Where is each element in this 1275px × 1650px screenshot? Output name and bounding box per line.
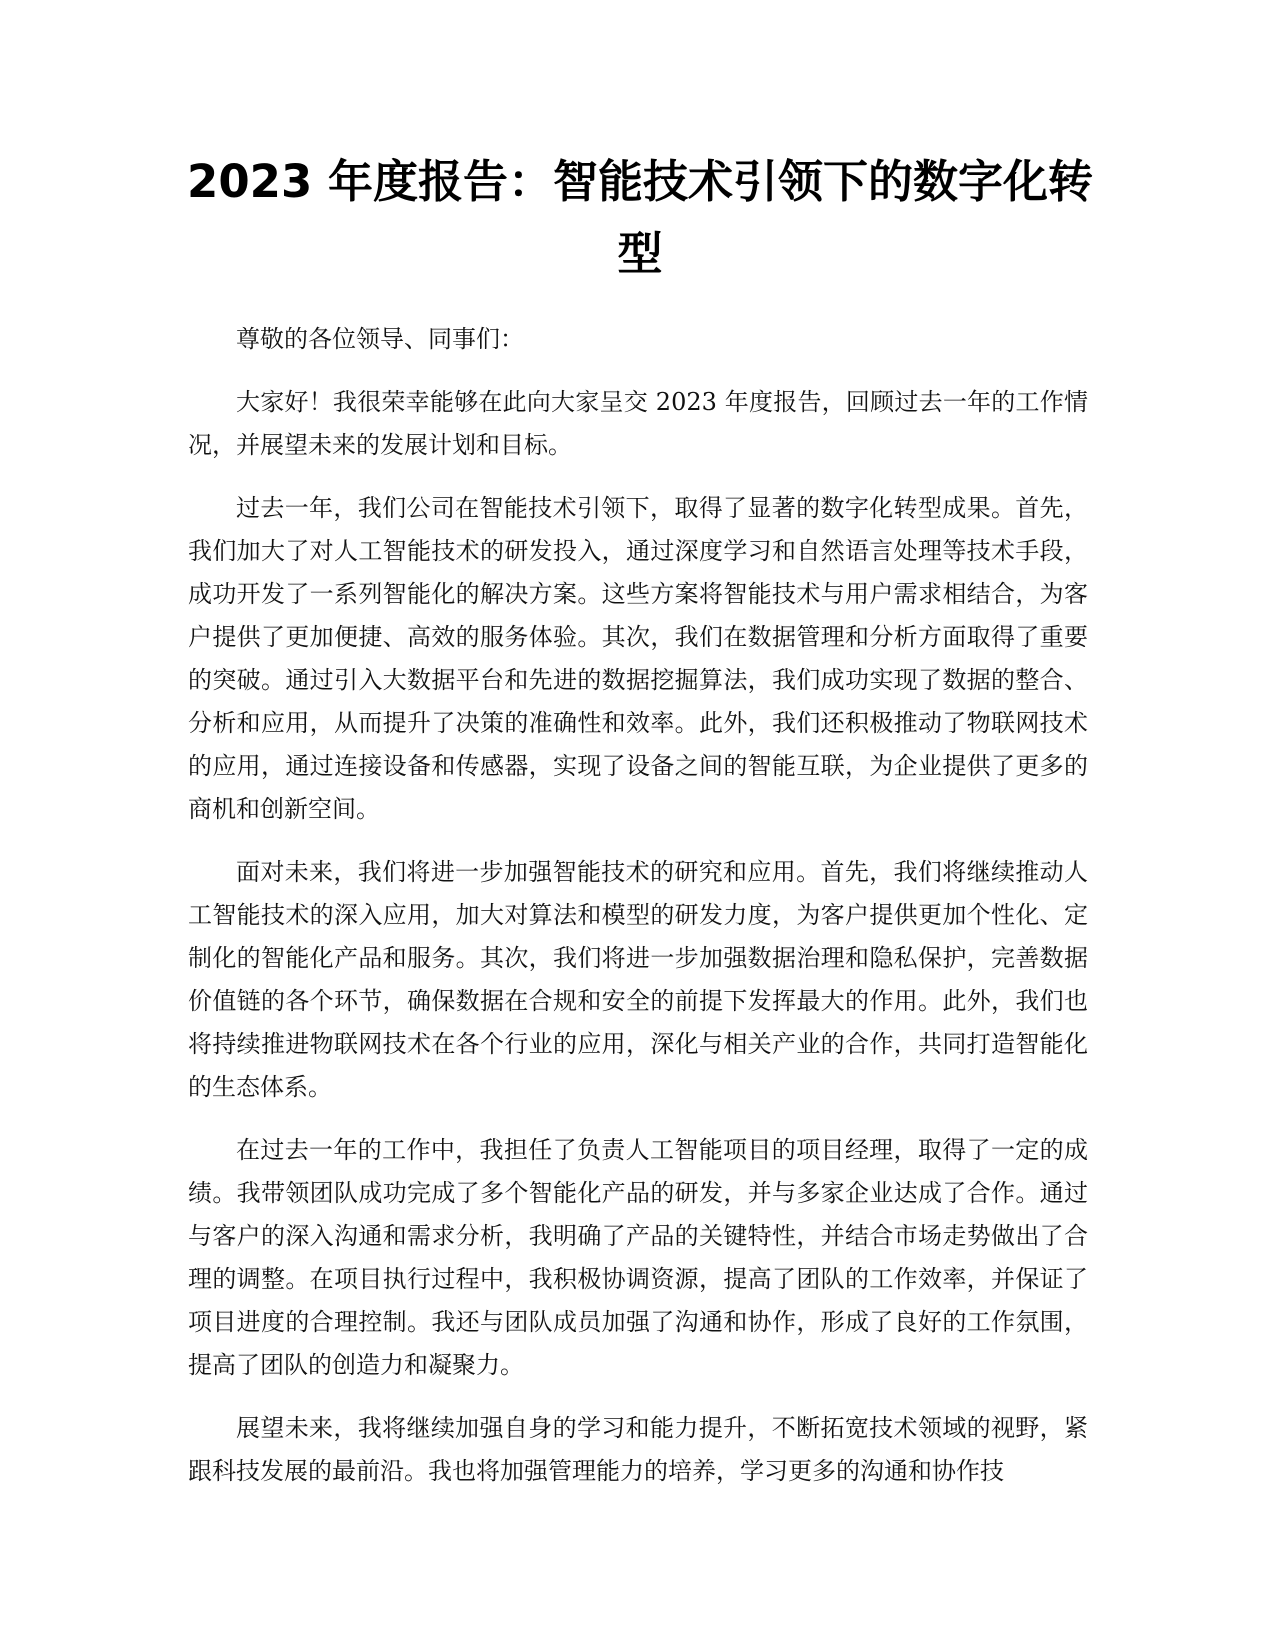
document-body bbox=[188, 318, 1088, 1513]
past-year-paragraph: 过去一年，我们公司在智能技术引领下，取得了显著的数字化转型成果。首先，我们加大了对人工智能技术的研发投入，通过深度学习和自然语言处理等技术手段，成功开发了一系列智能化的解决方案。这些方案将智能技术与用户需求相结合，为客户提供了更加便捷、高效的服务体验。其次，我们在数据管理和分析方面取得了重要的突破。通过引入大数据平台和先进的数据挖掘算法，我们成功实现了数据的整合、分析和应用，从而提升了决策的准确性和效率。此外，我们还积极推动了物联网技术的应用，通过连接设备和传感器，实现了设备之间的智能互联，为企业提供了更多的商机和创新空间。 bbox=[188, 494, 1088, 823]
outlook-paragraph: 展望未来，我将继续加强自身的学习和能力提升，不断拓宽技术领域的视野，紧跟科技发展的最前沿。我也将加强管理能力的培养，学习更多的沟通和协作技 bbox=[188, 1414, 1088, 1485]
future-plan-paragraph: 面对未来，我们将进一步加强智能技术的研究和应用。首先，我们将继续推动人工智能技术的深入应用，加大对算法和模型的研发力度，为客户提供更加个性化、定制化的智能化产品和服务。其次，我们将进一步加强数据治理和隐私保护，完善数据价值链的各个环节，确保数据在合规和安全的前提下发挥最大的作用。此外，我们也将持续推进物联网技术在各个行业的应用，深化与相关产业的合作，共同打造智能化的生态体系。 bbox=[188, 858, 1088, 1101]
salutation-paragraph: 尊敬的各位领导、同事们： bbox=[236, 325, 524, 353]
greeting-paragraph: 大家好！我很荣幸能够在此向大家呈交 2023 年度报告，回顾过去一年的工作情况，并展望未来的发展计划和目标。 bbox=[188, 388, 1088, 459]
personal-work-paragraph: 在过去一年的工作中，我担任了负责人工智能项目的项目经理，取得了一定的成绩。我带领团队成功完成了多个智能化产品的研发，并与多家企业达成了合作。通过与客户的深入沟通和需求分析，我明确了产品的关键特性，并结合市场走势做出了合理的调整。在项目执行过程中，我积极协调资源，提高了团队的工作效率，并保证了项目进度的合理控制。我还与团队成员加强了沟通和协作，形成了良好的工作氛围，提高了团队的创造力和凝聚力。 bbox=[188, 1136, 1088, 1379]
document-title: 2023 年度报告：智能技术引领下的数字化转型 bbox=[187, 155, 1093, 280]
